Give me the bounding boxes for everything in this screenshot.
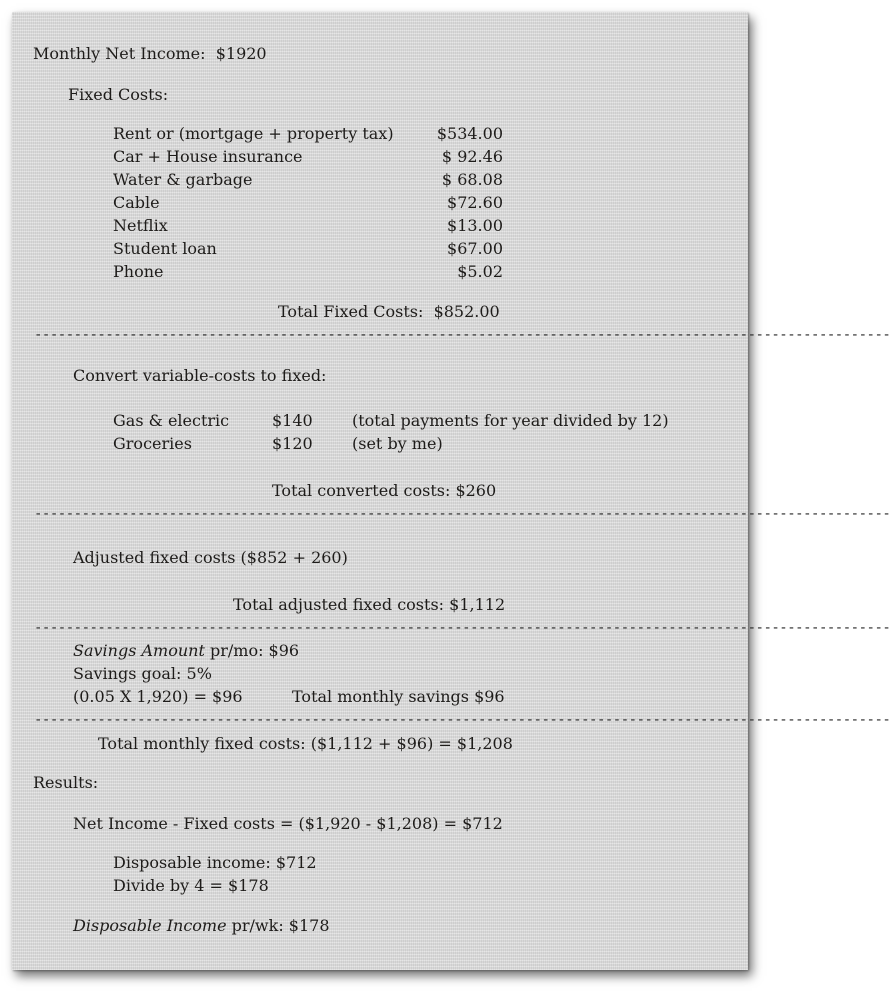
total-monthly-savings: Total monthly savings $96 (292, 687, 505, 706)
fixed-item-label: Rent or (mortgage + property tax) (113, 124, 394, 143)
weekly-disposable-income-value: pr/wk: $178 (226, 916, 330, 935)
variable-item-note: (total payments for year divided by 12) (352, 411, 669, 430)
variable-costs-heading: Convert variable-costs to fixed: (73, 366, 327, 385)
monthly-income-label: Monthly Net Income: (33, 44, 206, 63)
fixed-item-amount: $5.02 (457, 262, 503, 281)
total-monthly-fixed-costs: Total monthly fixed costs: ($1,112 + $96) = $1,208 (98, 734, 513, 753)
fixed-item-label: Cable (113, 193, 160, 212)
savings-calculation: (0.05 X 1,920) = $96 (73, 687, 243, 706)
separator: ------------------------------------------------------------------------------------------------------------ (34, 506, 890, 522)
total-fixed-costs-line (278, 302, 500, 322)
results-heading: Results: (33, 773, 99, 792)
variable-item-amount: $120 (272, 434, 313, 453)
fixed-costs-heading: Fixed Costs: (68, 85, 169, 104)
adjusted-fixed-costs-line: Adjusted fixed costs ($852 + 260) (73, 548, 348, 567)
fixed-item-amount: $ 92.46 (441, 147, 503, 166)
weekly-disposable-income-label: Disposable Income (73, 916, 227, 935)
variable-item-label: Gas & electric (113, 411, 230, 430)
fixed-item-amount: $ 68.08 (441, 170, 503, 189)
variable-item-label: Groceries (113, 434, 192, 453)
total-converted-costs: Total converted costs: $260 (272, 481, 497, 500)
savings-amount-value: pr/mo: $96 (204, 641, 300, 660)
fixed-item-amount: $67.00 (447, 239, 503, 258)
fixed-item-label: Water & garbage (113, 170, 253, 189)
divide-by-four: Divide by 4 = $178 (113, 876, 269, 895)
fixed-item-label: Student loan (113, 239, 217, 258)
net-income-equation: Net Income - Fixed costs = ($1,920 - $1,208) = $712 (73, 814, 503, 833)
fixed-item-label: Car + House insurance (113, 147, 303, 166)
separator: ------------------------------------------------------------------------------------------------------------ (34, 620, 890, 636)
separator: ------------------------------------------------------------------------------------------------------------ (34, 712, 890, 728)
total-fixed-costs-value: $852.00 (433, 302, 500, 321)
total-adjusted-fixed-costs: Total adjusted fixed costs: $1,112 (233, 595, 506, 614)
savings-goal: Savings goal: 5% (73, 664, 212, 683)
fixed-item-amount: $13.00 (447, 216, 503, 235)
variable-item-note: (set by me) (352, 434, 443, 453)
separator: ------------------------------------------------------------------------------------------------------------ (34, 327, 890, 343)
weekly-disposable-income-line (73, 916, 330, 936)
savings-amount-label: Savings Amount (73, 641, 205, 660)
fixed-item-amount: $534.00 (436, 124, 503, 143)
monthly-income-value: $1920 (215, 44, 267, 63)
fixed-item-label: Phone (113, 262, 164, 281)
monthly-income-line (33, 44, 267, 64)
total-fixed-costs-label: Total Fixed Costs: (278, 302, 424, 321)
disposable-income: Disposable income: $712 (113, 853, 317, 872)
fixed-item-label: Netflix (113, 216, 168, 235)
variable-item-amount: $140 (272, 411, 313, 430)
fixed-item-amount: $72.60 (447, 193, 503, 212)
savings-amount-line (73, 641, 299, 661)
